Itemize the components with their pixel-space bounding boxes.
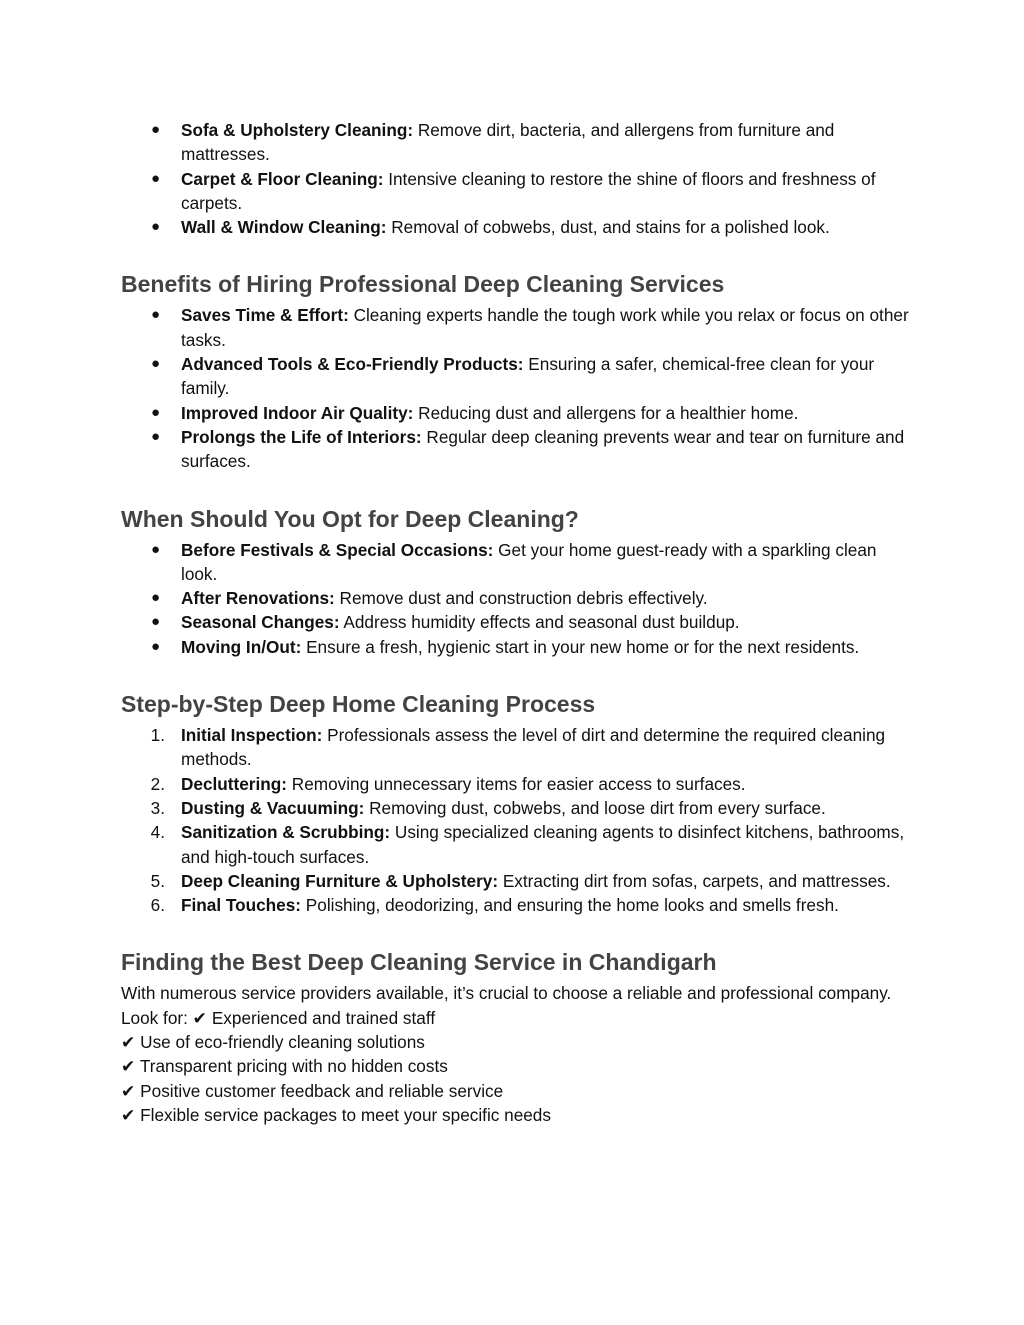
item-term: Initial Inspection:	[181, 725, 323, 746]
bullet-icon: ●	[151, 637, 161, 655]
finding-heading: Finding the Best Deep Cleaning Service in Chandigarh	[121, 949, 717, 976]
list-item	[121, 772, 911, 796]
bullet-icon: ●	[151, 306, 161, 324]
item-text: Ensuring a safer, chemical-free clean for your family.	[181, 354, 875, 399]
when-heading: When Should You Opt for Deep Cleaning?	[121, 505, 579, 532]
list-item	[121, 820, 911, 869]
bullet-icon: ●	[151, 218, 161, 236]
list-item	[121, 893, 911, 917]
document-page	[121, 118, 911, 1127]
step-number: 6.	[150, 895, 165, 916]
item-term: Decluttering:	[181, 773, 287, 794]
bullet-icon: ●	[151, 355, 161, 373]
list-item	[121, 586, 911, 610]
item-term: Seasonal Changes:	[181, 612, 340, 633]
list-item	[121, 869, 911, 893]
list-item	[121, 118, 911, 167]
item-term: Advanced Tools & Eco-Friendly Products:	[181, 354, 524, 375]
list-item	[121, 401, 911, 425]
item-text: Get your home guest-ready with a sparkling clean look.	[181, 539, 877, 584]
item-text: Regular deep cleaning prevents wear and tear on furniture and surfaces.	[181, 426, 905, 472]
item-term: Deep Cleaning Furniture & Upholstery:	[181, 870, 499, 891]
list-item	[121, 303, 911, 352]
item-text: Removal of cobwebs, dust, and stains for a polished look.	[386, 217, 830, 238]
item-term: Wall & Window Cleaning:	[181, 217, 387, 238]
bullet-icon: ●	[151, 427, 161, 445]
check-item: ✔ Positive customer feedback and reliable service	[121, 1080, 504, 1101]
intro-list	[121, 118, 911, 239]
bullet-icon: ●	[151, 403, 161, 421]
finding-paragraph: With numerous service providers available, it’s crucial to choose a reliable and professional company. Look for: ✔ Experienced and trained staff	[121, 983, 892, 1028]
check-item: ✔ Use of eco-friendly cleaning solutions	[121, 1032, 425, 1053]
item-text: Reducing dust and allergens for a healthier home.	[413, 402, 799, 423]
list-item	[121, 538, 911, 587]
item-term: Improved Indoor Air Quality:	[181, 402, 414, 423]
item-text: Ensure a fresh, hygienic start in your new home or for the next residents.	[301, 636, 860, 657]
step-number: 5.	[150, 870, 165, 891]
item-term: Sofa & Upholstery Cleaning:	[181, 120, 414, 140]
item-text: Using specialized cleaning agents to disinfect kitchens, bathrooms, and high-touch surfaces.	[181, 822, 905, 867]
list-item	[121, 796, 911, 820]
list-item	[121, 723, 911, 772]
list-item	[121, 215, 911, 239]
list-item	[121, 352, 911, 401]
item-term: Dusting & Vacuuming:	[181, 797, 365, 818]
when-list	[121, 538, 911, 659]
item-text: Removing dust, cobwebs, and loose dirt from every surface.	[364, 797, 826, 818]
step-number: 3.	[150, 797, 165, 818]
bullet-icon: ●	[151, 589, 161, 607]
item-text: Address humidity effects and seasonal dust buildup.	[339, 612, 740, 633]
item-text: Extracting dirt from sofas, carpets, and mattresses.	[498, 870, 891, 891]
check-item: ✔ Flexible service packages to meet your specific needs	[121, 1104, 551, 1125]
item-term: Moving In/Out:	[181, 636, 302, 657]
list-item	[121, 610, 911, 634]
item-term: Saves Time & Effort:	[181, 305, 349, 326]
benefits-heading: Benefits of Hiring Professional Deep Cleaning Services	[121, 271, 725, 298]
item-term: Sanitization & Scrubbing:	[181, 822, 391, 843]
item-text: Remove dirt, bacteria, and allergens from furniture and mattresses.	[181, 120, 835, 165]
item-term: Final Touches:	[181, 895, 302, 916]
item-term: Carpet & Floor Cleaning:	[181, 168, 384, 189]
bullet-icon: ●	[151, 121, 161, 138]
item-term: Prolongs the Life of Interiors:	[181, 426, 422, 447]
item-text: Professionals assess the level of dirt and determine the required cleaning methods.	[181, 725, 886, 770]
list-item	[121, 635, 911, 659]
list-item	[121, 425, 911, 474]
step-number: 4.	[150, 822, 165, 843]
item-text: Removing unnecessary items for easier access to surfaces.	[287, 773, 746, 794]
process-list	[121, 723, 911, 917]
item-text: Polishing, deodorizing, and ensuring the home looks and smells fresh.	[301, 895, 839, 916]
item-term: Before Festivals & Special Occasions:	[181, 539, 494, 560]
step-number: 1.	[150, 725, 165, 746]
bullet-icon: ●	[151, 613, 161, 631]
item-text: Remove dust and construction debris effectively.	[334, 588, 708, 609]
check-item: ✔ Transparent pricing with no hidden costs	[121, 1056, 448, 1077]
step-number: 2.	[150, 773, 165, 794]
bullet-icon: ●	[151, 169, 161, 187]
benefits-list	[121, 303, 911, 473]
item-text: Cleaning experts handle the tough work while you relax or focus on other tasks.	[181, 305, 909, 350]
list-item	[121, 167, 911, 216]
item-text: Intensive cleaning to restore the shine of floors and freshness of carpets.	[181, 168, 876, 213]
process-heading: Step-by-Step Deep Home Cleaning Process	[121, 691, 596, 718]
item-term: After Renovations:	[181, 588, 335, 609]
bullet-icon: ●	[151, 540, 161, 558]
